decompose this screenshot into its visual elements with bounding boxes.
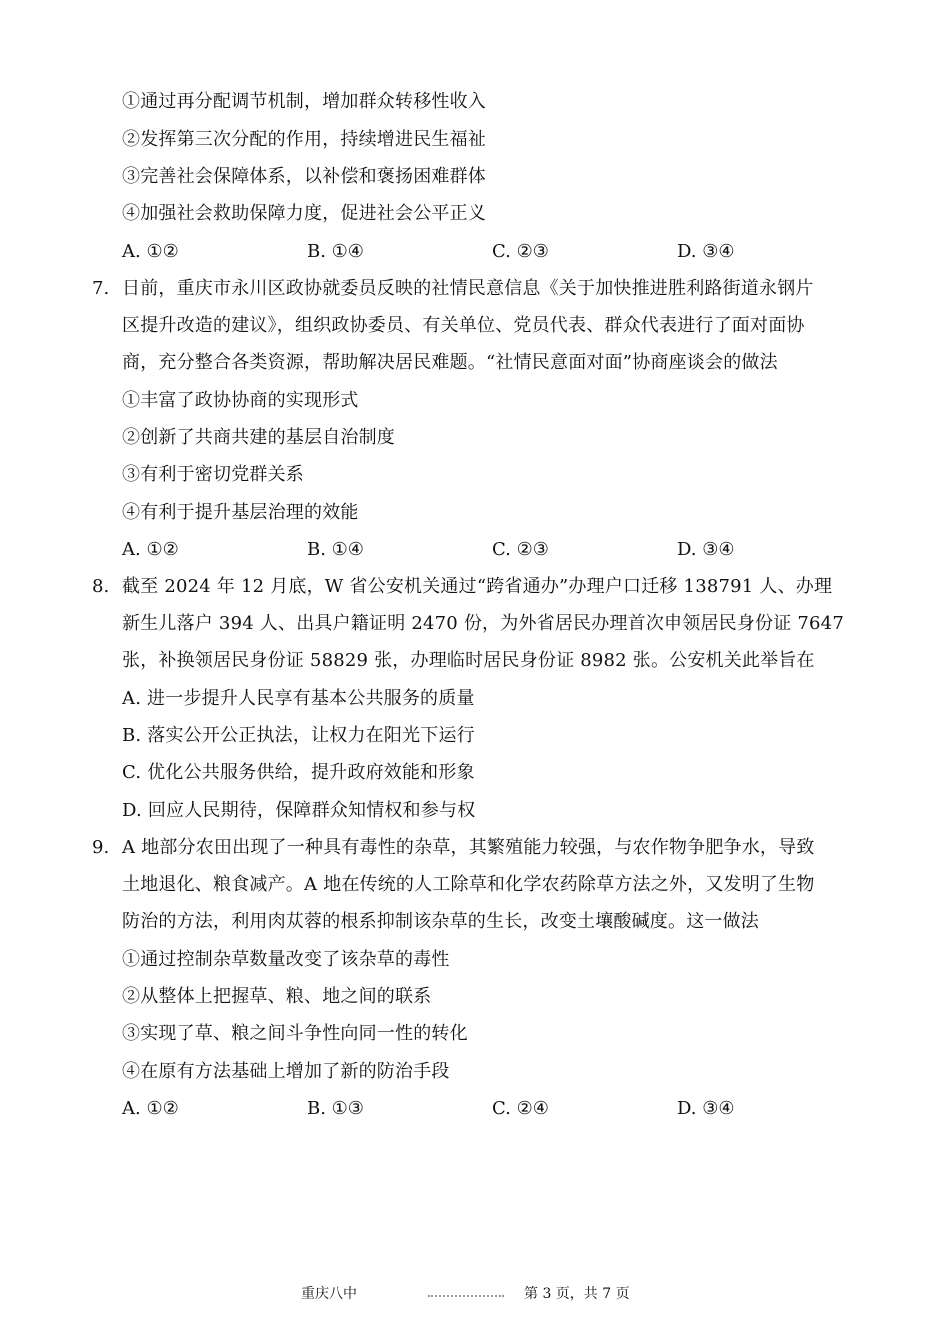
- q9-item-1: ①通过控制杂草数量改变了该杂草的毒性: [122, 949, 450, 970]
- footer-school: 重庆八中: [301, 1286, 357, 1302]
- footer-faded-text: [428, 1291, 504, 1297]
- q7-item-1: ①丰富了政协协商的实现形式: [122, 390, 359, 411]
- footer-page-number: 第 3 页，共 7 页: [524, 1286, 630, 1302]
- q9-stem-line-3: 防治的方法，利用肉苁蓉的根系抑制该杂草的生长，改变土壤酸碱度。这一做法: [122, 911, 759, 932]
- q8-number: 8.: [92, 576, 110, 597]
- q7-option-c: C. ②③: [492, 539, 549, 560]
- q9-stem-line-2: 土地退化、粮食减产。A 地在传统的人工除草和化学农药除草方法之外，又发明了生物: [122, 874, 815, 895]
- q6-item-2: ②发挥第三次分配的作用，持续增进民生福祉: [122, 129, 486, 150]
- q6-item-4: ④加强社会救助保障力度，促进社会公平正义: [122, 203, 486, 224]
- q7-number: 7.: [92, 278, 110, 299]
- q6-option-b: B. ①④: [307, 241, 364, 262]
- q8-choice-a: A. 进一步提升人民享有基本公共服务的质量: [122, 688, 475, 709]
- q6-option-d: D. ③④: [677, 241, 735, 262]
- q7-stem-line-2: 区提升改造的建议》，组织政协委员、有关单位、党员代表、群众代表进行了面对面协: [122, 315, 805, 336]
- q9-item-2: ②从整体上把握草、粮、地之间的联系: [122, 986, 432, 1007]
- q9-option-c: C. ②④: [492, 1098, 549, 1119]
- q8-stem-line-2: 新生儿落户 394 人、出具户籍证明 2470 份，为外省居民办理首次申领居民身份证 7647: [122, 613, 844, 634]
- q7-option-d: D. ③④: [677, 539, 735, 560]
- q7-option-b: B. ①④: [307, 539, 364, 560]
- q8-choice-c: C. 优化公共服务供给，提升政府效能和形象: [122, 762, 475, 783]
- q6-item-3: ③完善社会保障体系，以补偿和褒扬困难群体: [122, 166, 486, 187]
- q7-item-4: ④有利于提升基层治理的效能: [122, 502, 359, 523]
- q7-item-2: ②创新了共商共建的基层自治制度: [122, 427, 395, 448]
- q9-number: 9.: [92, 837, 110, 858]
- q9-option-d: D. ③④: [677, 1098, 735, 1119]
- q7-item-3: ③有利于密切党群关系: [122, 464, 304, 485]
- q8-choice-b: B. 落实公开公正执法，让权力在阳光下运行: [122, 725, 475, 746]
- q9-item-4: ④在原有方法基础上增加了新的防治手段: [122, 1061, 450, 1082]
- q8-stem-line-1: 截至 2024 年 12 月底，W 省公安机关通过“跨省通办”办理户口迁移 138791 人、办理: [122, 576, 833, 597]
- q6-item-1: ①通过再分配调节机制，增加群众转移性收入: [122, 91, 486, 112]
- q9-stem-line-1: A 地部分农田出现了一种具有毒性的杂草，其繁殖能力较强，与农作物争肥争水，导致: [122, 837, 815, 858]
- q8-stem-line-3: 张，补换领居民身份证 58829 张，办理临时居民身份证 8982 张。公安机关此举旨在: [122, 650, 815, 671]
- q8-choice-d: D. 回应人民期待，保障群众知情权和参与权: [122, 800, 476, 821]
- q9-option-b: B. ①③: [307, 1098, 364, 1119]
- q9-option-a: A. ①②: [122, 1098, 179, 1119]
- q6-option-c: C. ②③: [492, 241, 549, 262]
- q7-stem-line-1: 日前，重庆市永川区政协就委员反映的社情民意信息《关于加快推进胜利路街道永钢片: [122, 278, 814, 299]
- q9-item-3: ③实现了草、粮之间斗争性向同一性的转化: [122, 1023, 468, 1044]
- q7-stem-line-3: 商，充分整合各类资源，帮助解决居民难题。“社情民意面对面”协商座谈会的做法: [122, 352, 778, 373]
- q6-option-a: A. ①②: [122, 241, 179, 262]
- q7-option-a: A. ①②: [122, 539, 179, 560]
